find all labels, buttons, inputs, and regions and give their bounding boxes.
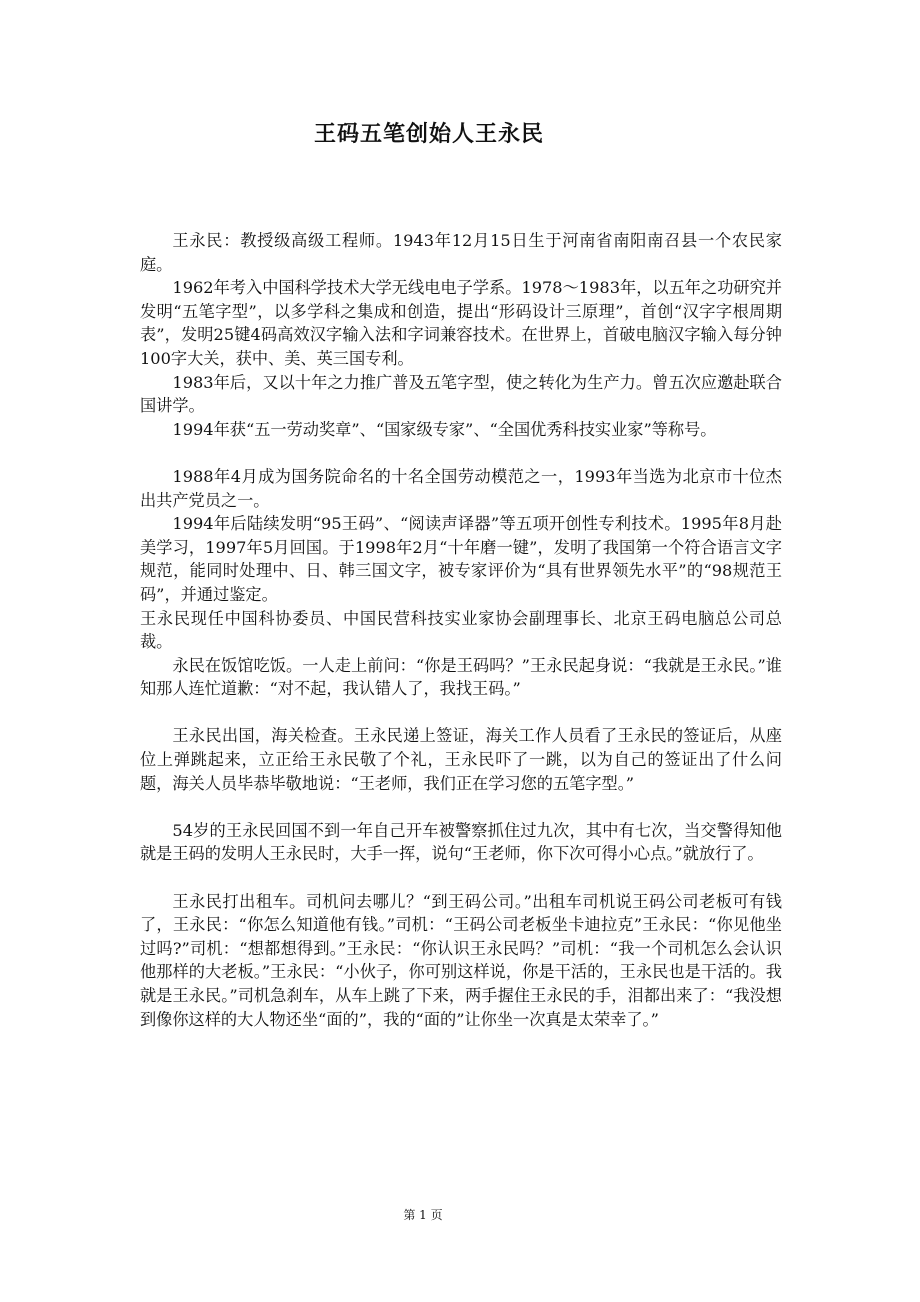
paragraph-awards: 1994年获“五一劳动奖章”、“国家级专家”、“全国优秀科技实业家”等称号。 [172, 419, 717, 439]
document-body [140, 229, 782, 1031]
paragraph-gap [140, 795, 782, 819]
document-title: 王码五笔创始人王永民 [313, 122, 544, 147]
paragraph-gap [140, 701, 782, 725]
paragraph-positions: 王永民现任中国科协委员、中国民营科技实业家协会副理事长、北京王码电脑总公司总裁。 [140, 608, 782, 652]
paragraph-gap [140, 866, 782, 890]
paragraph-police-story: 54岁的王永民回国不到一年自己开车被警察抓住过九次，其中有七次，当交警得知他就是王码的发明人王永民时，大手一挥，说句“王老师，你下次可得小心点。”就放行了。 [140, 820, 782, 864]
page-number: 第 1 页 [403, 1208, 443, 1222]
paragraph-customs-story: 王永民出国，海关检查。王永民递上签证，海关工作人员看了王永民的签证后，从座位上弹跳起来，立正给王永民敬了个礼，王永民吓了一跳，以为自己的签证出了什么问题，海关人员毕恭毕敬地说：“王老师，我们正在学习您的五笔字型。” [140, 726, 782, 793]
paragraph-promotion: 1983年后，又以十年之力推广普及五笔字型，使之转化为生产力。曾五次应邀赴联合国讲学。 [140, 372, 782, 416]
paragraph-wubi-invention: 1962年考入中国科学技术大学无线电电子学系。1978～1983年，以五年之功研究并发明“五笔字型”，以多学科之集成和创造，提出“形码设计三原理”，首创“汉字字根周期表”，发明25键4码高效汉字输入法和字词兼容技术。在世界上，首破电脑汉字输入每分钟100字大关，获中、美、英三国专利。 [140, 278, 782, 368]
paragraph-model-worker: 1988年4月成为国务院命名的十名全国劳动模范之一，1993年当选为北京市十位杰出共产党员之一。 [140, 466, 782, 510]
paragraph-bio: 王永民：教授级高级工程师。1943年12月15日生于河南省南阳南召县一个农民家庭。 [140, 231, 782, 274]
paragraph-restaurant-story: 永民在饭馆吃饭。一人走上前问：“你是王码吗？”王永民起身说：“我就是王永民。”谁知那人连忙道歉：“对不起，我认错人了，我找王码。” [140, 655, 782, 699]
paragraph-patents: 1994年后陆续发明“95王码”、“阅读声译器”等五项开创性专利技术。1995年8月赴美学习，1997年5月回国。于1998年2月“十年磨一键”，发明了我国第一个符合语言文字规范，能同时处理中、日、韩三国文字，被专家评价为“具有世界领先水平”的“98规范王码”，并通过鉴定。 [140, 514, 782, 604]
paragraph-gap [140, 441, 782, 465]
paragraph-taxi-story: 王永民打出租车。司机问去哪儿？“到王码公司。”出租车司机说王码公司老板可有钱了，王永民：“你怎么知道他有钱。”司机：“王码公司老板坐卡迪拉克”王永民：“你见他坐过吗?”司机：“想都想得到。”王永民：“你认识王永民吗？”司机：“我一个司机怎么会认识他那样的大老板。”王永民：“小伙子，你可别这样说，你是干活的，王永民也是干活的。我就是王永民。”司机急刹车，从车上跳了下来，两手握住王永民的手，泪都出来了：“我没想到像你这样的大人物还坐“面的”，我的“面的”让你坐一次真是太荣幸了。” [140, 891, 782, 1029]
